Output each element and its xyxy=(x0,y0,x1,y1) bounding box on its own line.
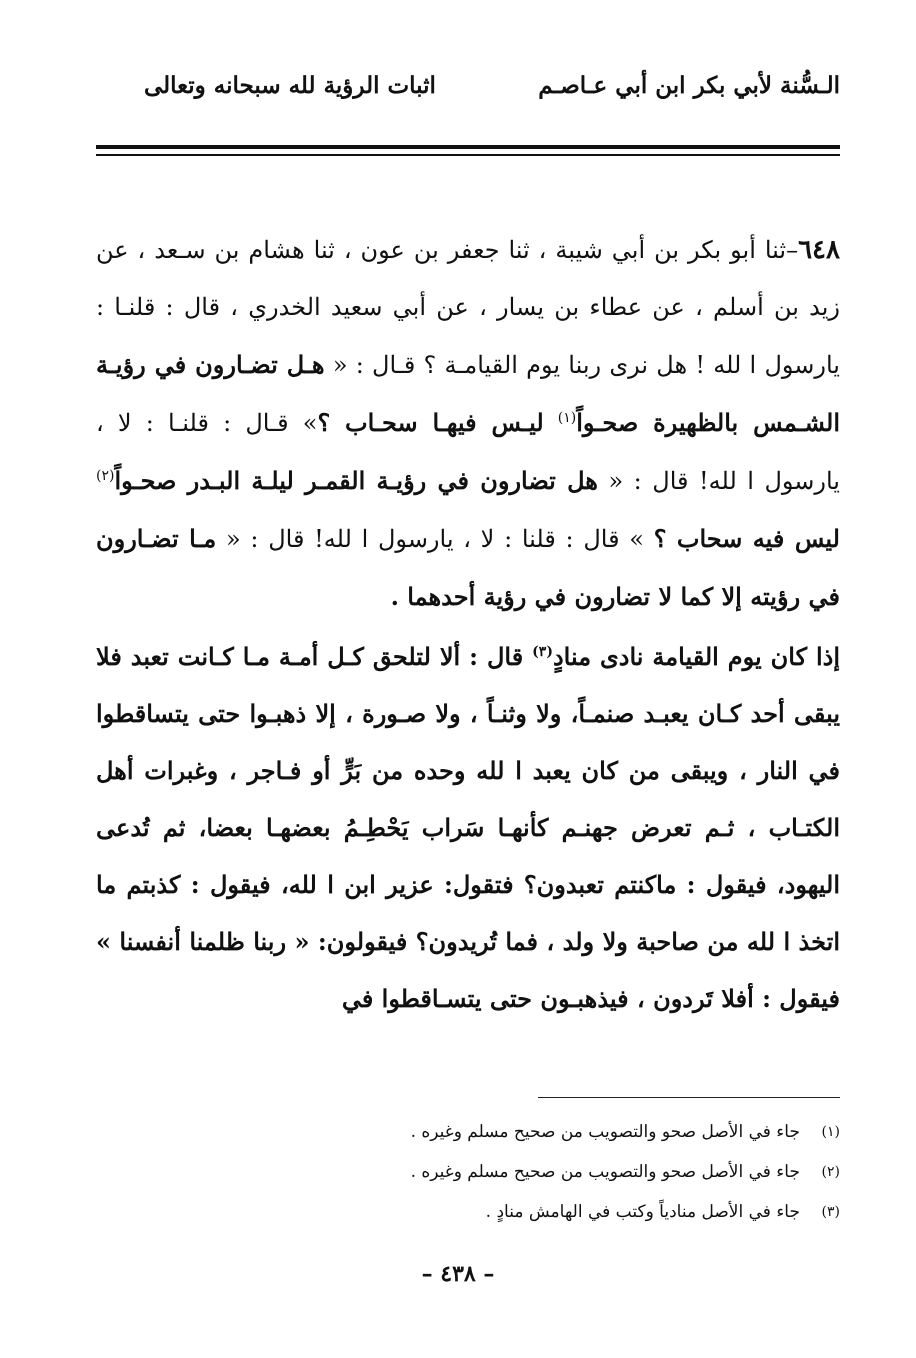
footnote-1 xyxy=(96,1112,840,1152)
chapter-title: اثبات الرؤية لله سبحانه وتعالى xyxy=(144,72,436,99)
footnotes xyxy=(96,1112,840,1232)
hadith-reply-1: » قـال : قلنـا : لا ، يارسول ا لله! قال : « xyxy=(96,409,840,495)
hadith-reply-2: » قال : قلنا : لا ، يارسول ا لله! قال : « xyxy=(226,525,644,553)
hadith-paragraph-2 xyxy=(96,628,840,1027)
hadith-number: ٦٤٨ xyxy=(798,235,840,265)
footnote-ref-1: (١) xyxy=(557,410,577,426)
footnote-separator xyxy=(538,1097,840,1098)
page-number: – ٤٣٨ – xyxy=(421,1261,495,1287)
footnote-1-mark: (١) xyxy=(821,1124,840,1140)
footnote-ref-2: (٢) xyxy=(96,468,115,484)
hadith-p2-opening: إذا كان يوم القيامة نادى منادٍ xyxy=(552,642,841,671)
footnote-2 xyxy=(96,1152,840,1192)
footnote-3-mark: (٣) xyxy=(821,1204,840,1220)
hadith-quote-moon-clouds: ليس فيه سحاب ؟ xyxy=(653,524,840,553)
hadith-quote-answer: مـا تضـارون في رؤيته إلا كما لا تضارون في رؤية أحدهما . xyxy=(96,524,840,611)
footnote-3 xyxy=(96,1192,840,1232)
hadith-quote-sun-clouds: ليـس فيهـا سحـاب ؟ xyxy=(317,408,544,437)
footnote-3-text: جاء في الأصل منادياً وكتب في الهامش منادٍ . xyxy=(485,1202,800,1222)
book-title: الـسُّنة لأبي بكر ابن أبي عـاصـم xyxy=(538,72,840,99)
header-rule-thick xyxy=(96,145,840,149)
hadith-paragraph-1 xyxy=(96,222,840,626)
footnote-1-text: جاء في الأصل صحو والتصويب من صحيح مسلم وغيره . xyxy=(410,1122,800,1142)
page-body xyxy=(96,222,840,1027)
footnote-2-mark: (٢) xyxy=(821,1164,840,1180)
hadith-chain-text: –ثنا أبو بكر بن أبي شيبة ، ثنا جعفر بن عون ، ثنا هشام بن سـعد ، عن زيد بن أسلم ، عن عطاء بن يسار ، عن أبي سعيد الخدري ، قال : قلنـا : يارسول ا لله ! هل نرى ربنا يوم القيامـة ؟ قـال : « xyxy=(96,236,840,379)
hadith-quote-sun: هـل تضـارون في رؤيـة الشـمس بالظهيرة صحـواً xyxy=(96,350,840,437)
header-rule-thin xyxy=(96,154,840,156)
hadith-quote-moon: هل تضارون في رؤيـة القمـر ليلـة البـدر صحـواً xyxy=(114,466,598,495)
page-header xyxy=(100,72,840,122)
footnote-2-text: جاء في الأصل صحو والتصويب من صحيح مسلم وغيره . xyxy=(410,1162,800,1182)
hadith-p2-text: قال : ألا لتلحق كـل أمـة مـا كـانت تعبد فلا يبقى أحد كـان يعبـد صنمـاً، ولا وثنـاً ، ولا صـورة ، إلا ذهبـوا حتى يتساقطوا في النار ، ويبقى من كان يعبد ا لله وحده من بَرٍّ أو فـاجر ، وغبرات أهل الكتـاب ، ثـم تعرض جهنـم كأنهـا سَراب يَحْطِـمُ بعضهـا بعضا، ثم تُدعى اليهود، فيقول : ماكنتم تعبدون؟ فتقول: عزير ابن ا لله، فيقول : كذبتم ما اتخذ ا لله من صاحبة ولا ولد ، فما تُريدون؟ فيقولون: « ربنا ظلمنا أنفسنا » فيقول : أفلا تَردون ، فيذهبـون حتى يتسـاقطوا في xyxy=(96,642,840,1013)
footnote-ref-3: (٣) xyxy=(532,644,553,660)
